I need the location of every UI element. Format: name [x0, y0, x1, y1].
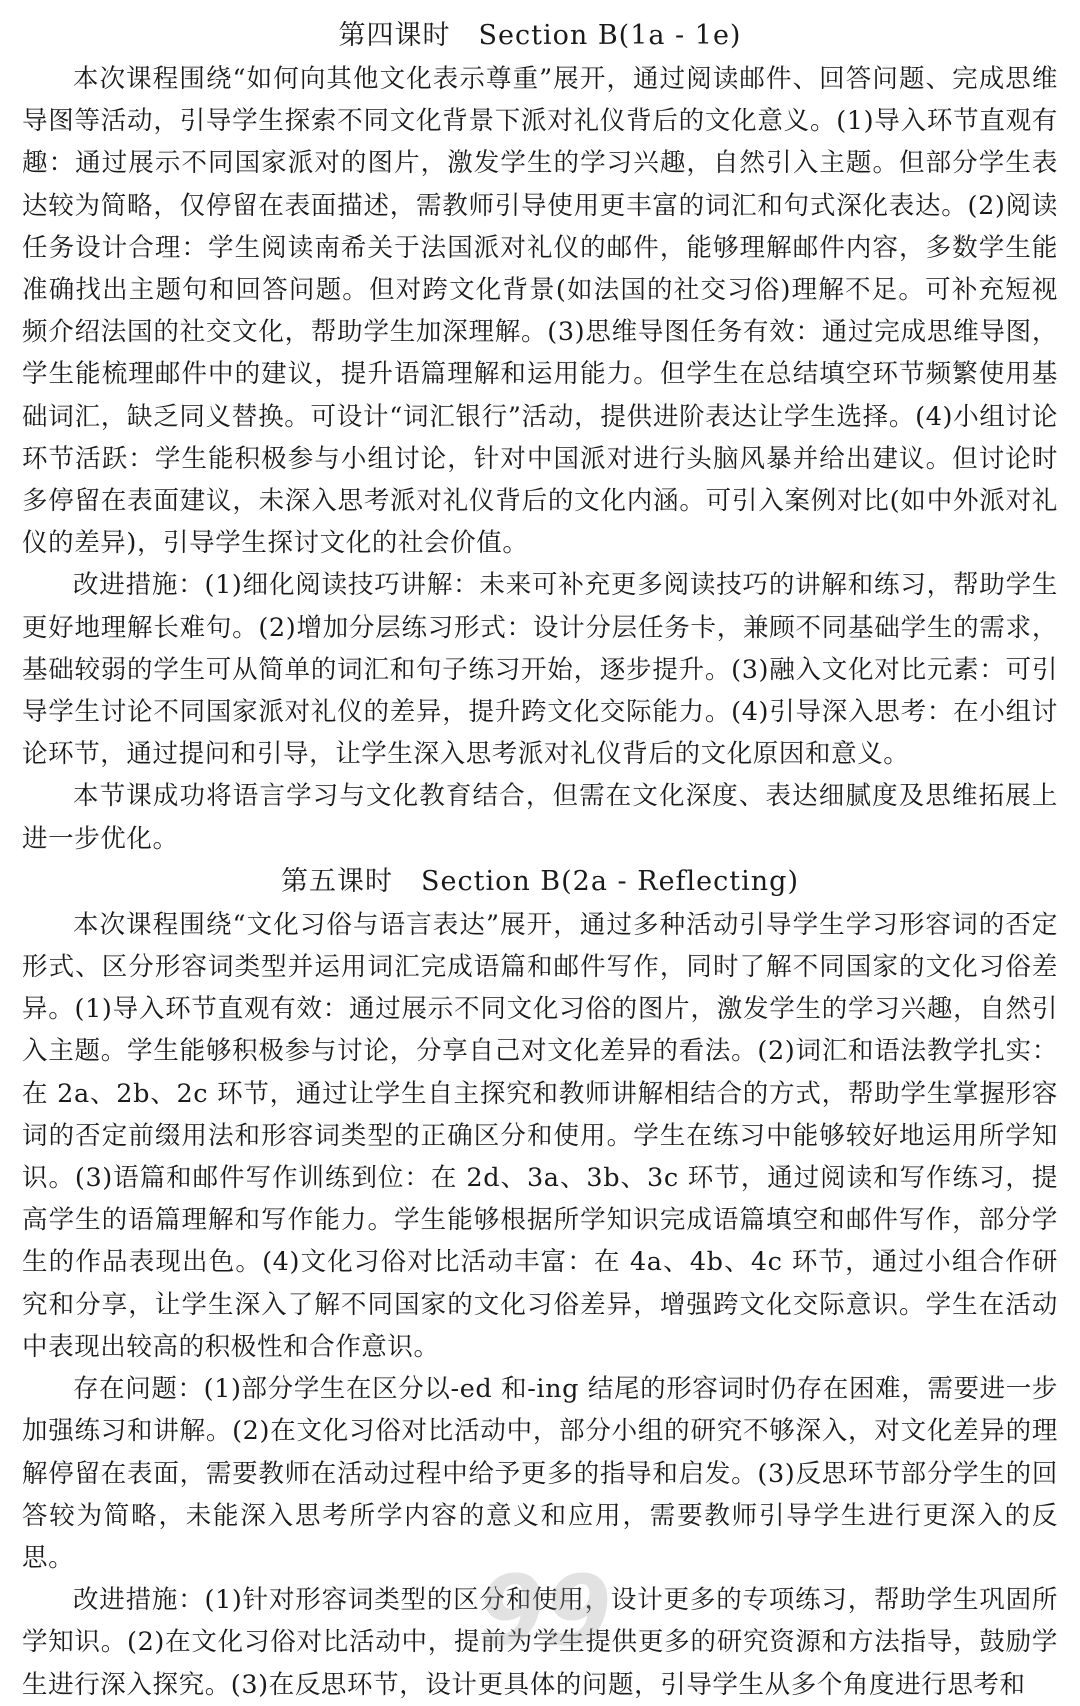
- document-page: [22, 14, 1058, 1706]
- lesson5-heading: 第五课时 Section B(2a - Reflecting): [281, 865, 799, 897]
- lesson5-paragraph-review: 本次课程围绕“文化习俗与语言表达”展开，通过多种活动引导学生学习形容词的否定形式、区分形容词类型并运用词汇完成语篇和邮件写作，同时了解不同国家的文化习俗差异。(1)导入环节直观有效：通过展示不同文化习俗的图片，激发学生的学习兴趣，自然引入主题。学生能够积极参与讨论，分享自己对文化差异的看法。(2)词汇和语法教学扎实：在 2a、2b、2c 环节，通过让学生自主探究和教师讲解相结合的方式，帮助学生掌握形容词的否定前缀用法和形容词类型的正确区分和使用。学生在练习中能够较好地运用所学知识。(3)语篇和邮件写作训练到位：在 2d、3a、3b、3c 环节，通过阅读和写作练习，提高学生的语篇理解和写作能力。学生能够根据所学知识完成语篇填空和邮件写作，部分学生的作品表现出色。(4)文化习俗对比活动丰富：在 4a、4b、4c 环节，通过小组合作研究和分享，让学生深入了解不同国家的文化习俗差异，增强跨文化交际意识。学生在活动中表现出较高的积极性和合作意识。: [22, 909, 1058, 1362]
- lesson4-paragraph-improvements: 改进措施：(1)细化阅读技巧讲解：未来可补充更多阅读技巧的讲解和练习，帮助学生更好地理解长难句。(2)增加分层练习形式：设计分层任务卡，兼顾不同基础学生的需求，基础较弱的学生可从简单的词汇和句子练习开始，逐步提升。(3)融入文化对比元素：可引导学生讨论不同国家派对礼仪的差异，提升跨文化交际能力。(4)引导深入思考：在小组讨论环节，通过提问和引导，让学生深入思考派对礼仪背后的文化原因和意义。: [22, 570, 1058, 770]
- page-number-watermark: 99: [478, 1555, 612, 1667]
- lesson4-heading: 第四课时 Section B(1a - 1e): [338, 20, 742, 51]
- lesson5-paragraph-improvements: 改进措施：(1)针对形容词类型的区分和使用，设计更多的专项练习，帮助学生巩固所学知识。(2)在文化习俗对比活动中，提前为学生提供更多的研究资源和方法指导，鼓励学生进行深入探究。(3)在反思环节，设计更具体的问题，引导学生从多个角度进行思考和: [22, 1585, 1058, 1700]
- lesson4-paragraph-summary: 本节课成功将语言学习与文化教育结合，但需在文化深度、表达细腻度及思维拓展上进一步优化。: [22, 781, 1058, 854]
- lesson4-paragraph-review: 本次课程围绕“如何向其他文化表示尊重”展开，通过阅读邮件、回答问题、完成思维导图等活动，引导学生探索不同文化背景下派对礼仪背后的文化意义。(1)导入环节直观有趣：通过展示不同国家派对的图片，激发学生的学习兴趣，自然引入主题。但部分学生表达较为简略，仅停留在表面描述，需教师引导使用更丰富的词汇和句式深化表达。(2)阅读任务设计合理：学生阅读南希关于法国派对礼仪的邮件，能够理解邮件内容，多数学生能准确找出主题句和回答问题。但对跨文化背景(如法国的社交习俗)理解不足。可补充短视频介绍法国的社交文化，帮助学生加深理解。(3)思维导图任务有效：通过完成思维导图，学生能梳理邮件中的建议，提升语篇理解和运用能力。但学生在总结填空环节频繁使用基础词汇，缺乏同义替换。可设计“词汇银行”活动，提供进阶表达让学生选择。(4)小组讨论环节活跃：学生能积极参与小组讨论，针对中国派对进行头脑风暴并给出建议。但讨论时多停留在表面建议，未深入思考派对礼仪背后的文化内涵。可引入案例对比(如中外派对礼仪的差异)，引导学生探讨文化的社会价值。: [22, 64, 1058, 559]
- lesson5-paragraph-problems: 存在问题：(1)部分学生在区分以-ed 和-ing 结尾的形容词时仍存在困难，需要进一步加强练习和讲解。(2)在文化习俗对比活动中，部分小组的研究不够深入，对文化差异的理解停留在表面，需要教师在活动过程中给予更多的指导和启发。(3)反思环节部分学生的回答较为简略，未能深入思考所学内容的意义和应用，需要教师引导学生进行更深入的反思。: [22, 1374, 1058, 1573]
